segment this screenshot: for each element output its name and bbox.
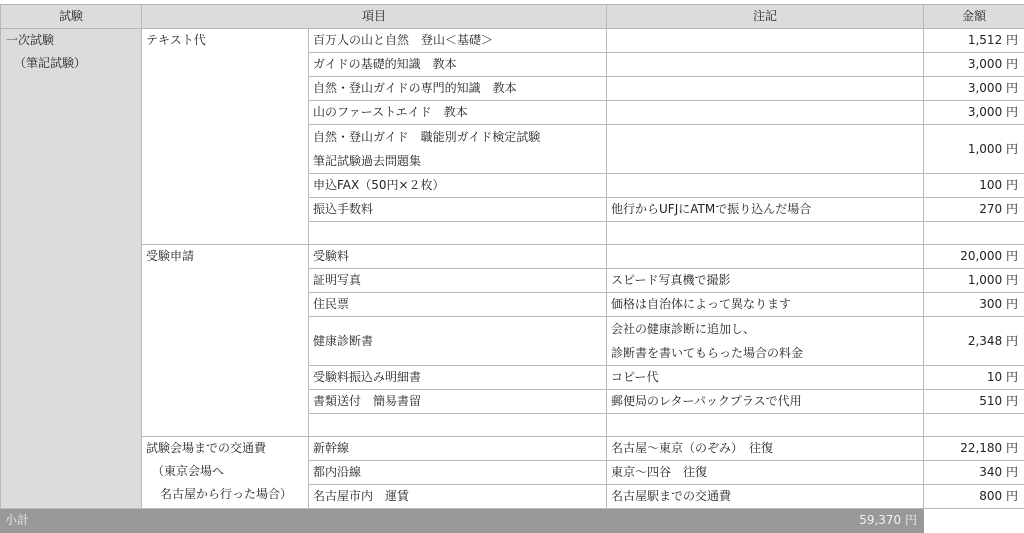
item-cell: 山のファーストエイド 教本 — [309, 101, 607, 125]
item-cell: 証明写真 — [309, 269, 607, 293]
amount-cell: 10 円 — [924, 366, 1024, 390]
category-text: テキスト代 — [142, 29, 309, 245]
item-cell: 健康診断書 — [309, 317, 607, 366]
category-apply: 受験申請 — [142, 245, 309, 437]
header-exam: 試験 — [1, 5, 142, 29]
item-cell: 名古屋市内 運賃 — [309, 485, 607, 509]
note-cell: 郵便局のレターパックプラスで代用 — [607, 390, 924, 414]
header-row — [1, 5, 1024, 29]
header-amount: 金額 — [924, 5, 1024, 29]
item-cell — [309, 414, 607, 437]
note-cell — [607, 101, 924, 125]
note-cell — [607, 53, 924, 77]
amount-cell — [924, 222, 1024, 245]
amount-cell: 3,000 円 — [924, 101, 1024, 125]
item-cell: 受験料 — [309, 245, 607, 269]
note-cell: 他行からUFJにATMで振り込んだ場合 — [607, 198, 924, 222]
item-cell: 新幹線 — [309, 437, 607, 461]
subtotal-spacer — [142, 509, 309, 533]
subtotal-label: 小計 — [1, 509, 142, 533]
item-cell: 振込手数料 — [309, 198, 607, 222]
exam-line2: （筆記試験） — [6, 52, 137, 75]
travel-line2: （東京会場へ — [146, 460, 304, 483]
note-cell — [607, 414, 924, 437]
amount-cell: 3,000 円 — [924, 77, 1024, 101]
note-cell — [607, 174, 924, 198]
subtotal-spacer — [309, 509, 607, 533]
exam-line1: 一次試験 — [6, 29, 137, 52]
header-note: 注記 — [607, 5, 924, 29]
exam-cell — [1, 29, 142, 509]
item-cell: 受験料振込み明細書 — [309, 366, 607, 390]
amount-cell: 2,348 円 — [924, 317, 1024, 366]
amount-cell: 1,000 円 — [924, 125, 1024, 174]
travel-line3: 名古屋から行った場合） — [146, 483, 304, 506]
item-cell: 都内沿線 — [309, 461, 607, 485]
subtotal-row — [1, 509, 1024, 533]
item-cell: ガイドの基礎的知識 教本 — [309, 53, 607, 77]
header-item: 項目 — [142, 5, 607, 29]
amount-cell: 20,000 円 — [924, 245, 1024, 269]
amount-cell: 3,000 円 — [924, 53, 1024, 77]
note-cell: 名古屋駅までの交通費 — [607, 485, 924, 509]
note-cell — [607, 245, 924, 269]
item-line1: 自然・登山ガイド 職能別ガイド検定試験 — [313, 125, 602, 149]
note-cell — [607, 125, 924, 174]
item-line2: 筆記試験過去問題集 — [313, 149, 602, 173]
item-cell: 百万人の山と自然 登山＜基礎＞ — [309, 29, 607, 53]
subtotal-amount: 59,370 円 — [607, 509, 924, 533]
travel-line1: 試験会場までの交通費 — [146, 437, 304, 460]
item-cell: 申込FAX（50円×２枚） — [309, 174, 607, 198]
note-cell: コピー代 — [607, 366, 924, 390]
item-cell — [309, 222, 607, 245]
amount-cell: 300 円 — [924, 293, 1024, 317]
amount-cell: 800 円 — [924, 485, 1024, 509]
amount-cell: 100 円 — [924, 174, 1024, 198]
note-cell — [607, 77, 924, 101]
cost-table — [0, 4, 1024, 533]
amount-cell: 270 円 — [924, 198, 1024, 222]
amount-cell — [924, 414, 1024, 437]
note-cell: 東京〜四谷 往復 — [607, 461, 924, 485]
note-cell: 価格は自治体によって異なります — [607, 293, 924, 317]
note-cell — [607, 29, 924, 53]
item-cell: 住民票 — [309, 293, 607, 317]
amount-cell: 340 円 — [924, 461, 1024, 485]
note-cell: スピード写真機で撮影 — [607, 269, 924, 293]
note-line1: 会社の健康診断に追加し、 — [611, 317, 919, 341]
table-row — [1, 437, 1024, 461]
amount-cell: 510 円 — [924, 390, 1024, 414]
note-line2: 診断書を書いてもらった場合の料金 — [611, 341, 919, 365]
note-cell — [607, 222, 924, 245]
amount-cell: 1,512 円 — [924, 29, 1024, 53]
item-cell: 自然・登山ガイドの専門的知識 教本 — [309, 77, 607, 101]
amount-cell: 1,000 円 — [924, 269, 1024, 293]
item-cell: 書類送付 簡易書留 — [309, 390, 607, 414]
item-cell — [309, 125, 607, 174]
note-cell: 名古屋〜東京（のぞみ） 往復 — [607, 437, 924, 461]
table-row — [1, 29, 1024, 53]
amount-cell: 22,180 円 — [924, 437, 1024, 461]
note-cell — [607, 317, 924, 366]
category-travel — [142, 437, 309, 509]
table-row — [1, 245, 1024, 269]
